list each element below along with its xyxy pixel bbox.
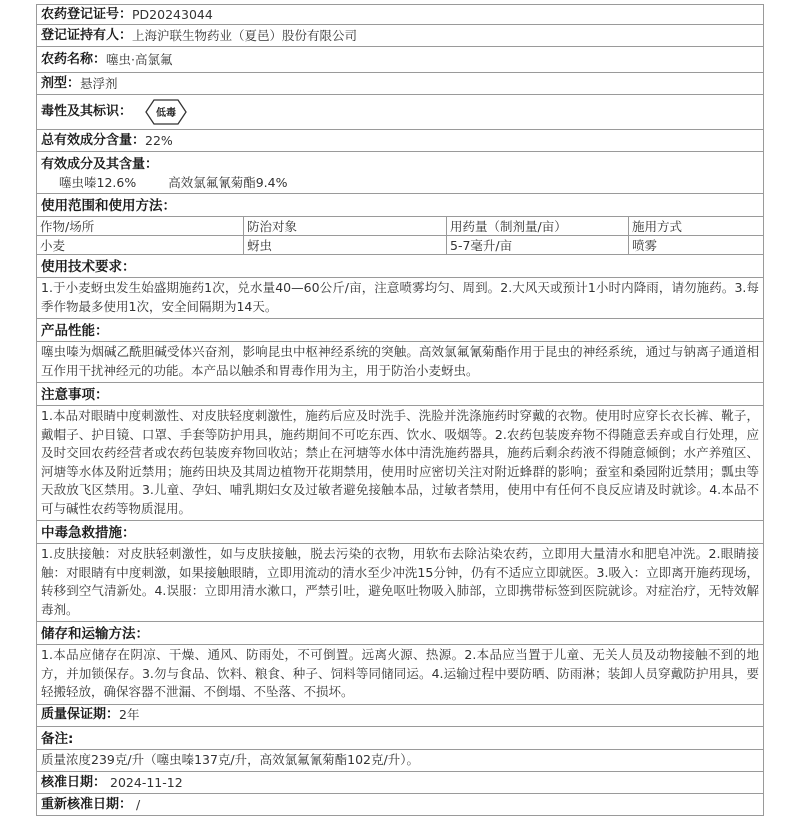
usage-header-cell: 施用方式 [629, 217, 764, 236]
approval-date-row [37, 772, 763, 794]
storage-text: 1.本品应储存在阴凉、干燥、通风、防雨处，不可倒置。远离火源、热源。2.本品应当置于儿童、无关人员及动物接触不到的地方，并加锁保存。3.勿与食品、饮料、粮食、种子、饲料等同储同运。4.运输过程中要防晒、防雨淋；装卸人员穿戴防护用具，要轻搬轻放，确保容器不泄漏、不倒塌、不坠落、不损坏。 [37, 645, 763, 705]
notes-heading-row [37, 383, 763, 406]
usage-table-header [37, 217, 763, 236]
notes-text: 1.本品对眼睛中度刺激性、对皮肤轻度刺激性，施药后应及时洗手、洗脸并洗涤施药时穿戴的衣物。使用时应穿长衣长裤、靴子，戴帽子、护目镜、口罩、手套等防护用具，施药期间不可吃东西、饮水、吸烟等。2.农药包装废弃物不得随意丢弃或自行处理，应及时交回农药经营者或农药包装废弃物回收站；禁止在河塘等水体中清洗施药器具，施药后剩余药液不得随意倾倒；水产养殖区、河塘等水体及附近禁用；施药田块及其周边植物开花期禁用，使用时应密切关注对附近蜂群的影响；蚕室和桑园附近禁用；瓢虫等天敌放飞区禁用。3.儿童、孕妇、哺乳期妇女及过敏者避免接触本品，过敏者禁用，使用中有任何不良反应请及时就诊。4.本品不可与碱性农药等物质混用。 [37, 406, 763, 521]
firstaid-heading-row [37, 521, 763, 544]
warranty-value: 2年 [119, 707, 140, 722]
remarks-label: 备注: [41, 730, 74, 747]
ingredients-list [37, 172, 763, 193]
total-content-label: 总有效成分含量： [41, 132, 146, 148]
formulation-label: 剂型： [41, 75, 81, 91]
reapproval-date-value: / [136, 796, 141, 812]
tech-heading-row [37, 255, 763, 278]
approval-date-value: 2024-11-12 [110, 774, 183, 790]
reg-no-value: PD20243044 [132, 6, 213, 22]
approval-date-label: 核准日期： [41, 774, 107, 790]
warranty-label: 质量保证期： [41, 707, 120, 722]
total-content-value: 22% [145, 132, 173, 148]
tech-text: 1.于小麦蚜虫发生始盛期施药1次，兑水量40—60公斤/亩，注意喷雾均匀、周到。2.大风天或预计1小时内降雨，请勿施药。3.每季作物最多使用1次，安全间隔期为14天。 [37, 278, 763, 319]
low-toxicity-icon [144, 98, 188, 126]
firstaid-text: 1.皮肤接触：对皮肤轻刺激性，如与皮肤接触，脱去污染的衣物，用软布去除沾染农药，立即用大量清水和肥皂冲洗。2.眼睛接触：对眼睛有中度刺激，如果接触眼睛，立即用流动的清水至少冲洗15分钟，仍有不适应立即就医。3.吸入：立即离开施药现场，转移到空气清新处。4.误服：立即用清水漱口，严禁引吐，避免呕吐物吸入肺部，立即携带标签到医院就诊。对症治疗，无特效解毒剂。 [37, 544, 763, 622]
name-value: 噻虫·高氯氟 [106, 51, 173, 67]
holder-label: 登记证持有人： [41, 27, 133, 43]
ingredient-item: 高效氯氟氰菊酯9.4% [168, 174, 288, 190]
formulation-row [37, 73, 763, 95]
ingredients-label: 有效成分及其含量： [41, 156, 159, 172]
reg-no-label: 农药登记证号： [41, 6, 133, 22]
performance-label: 产品性能： [41, 323, 109, 339]
tech-label: 使用技术要求： [41, 259, 136, 275]
notes-label: 注意事项： [41, 387, 109, 403]
storage-heading-row [37, 622, 763, 645]
remarks-text: 质量浓度239克/升（噻虫嗪137克/升，高效氯氟氰菊酯102克/升）。 [37, 750, 763, 773]
warranty-row [37, 705, 763, 727]
name-row [37, 47, 763, 73]
usage-label: 使用范围和使用方法： [41, 198, 176, 214]
usage-header-cell: 用药量（制剂量/亩） [447, 217, 629, 236]
holder-row [37, 25, 763, 47]
reg-no-row [37, 5, 763, 25]
usage-cell-crop: 小麦 [37, 236, 244, 255]
formulation-value: 悬浮剂 [80, 75, 118, 91]
holder-value: 上海沪联生物药业（夏邑）股份有限公司 [132, 27, 358, 43]
remarks-heading-row [37, 727, 763, 750]
ingredients-block [37, 152, 763, 194]
name-label: 农药名称： [41, 51, 107, 67]
usage-header-cell: 防治对象 [244, 217, 447, 236]
performance-text: 噻虫嗪为烟碱乙酰胆碱受体兴奋剂，影响昆虫中枢神经系统的突触。高效氯氟氰菊酯作用于昆虫的神经系统，通过与钠离子通道相互作用干扰神经元的功能。本产品以触杀和胃毒作用为主，用于防治小麦蚜虫。 [37, 342, 763, 383]
usage-cell-method: 喷雾 [629, 236, 764, 255]
total-content-row [37, 130, 763, 152]
usage-header-cell: 作物/场所 [37, 217, 244, 236]
usage-table [37, 217, 763, 255]
toxicity-badge-text: 低毒 [156, 108, 177, 119]
reapproval-date-row [37, 794, 763, 816]
usage-heading-row [37, 194, 763, 217]
table-row [37, 236, 763, 255]
performance-heading-row [37, 319, 763, 342]
storage-label: 储存和运输方法： [41, 626, 149, 642]
ingredient-item: 噻虫嗪12.6% [59, 174, 137, 190]
usage-cell-target: 蚜虫 [244, 236, 447, 255]
reapproval-date-label: 重新核准日期： [41, 796, 133, 812]
firstaid-label: 中毒急救措施： [41, 525, 136, 541]
usage-cell-dosage: 5-7毫升/亩 [447, 236, 629, 255]
pesticide-label-document [36, 4, 764, 816]
toxicity-row [37, 95, 763, 130]
toxicity-label: 毒性及其标识： [41, 104, 133, 119]
